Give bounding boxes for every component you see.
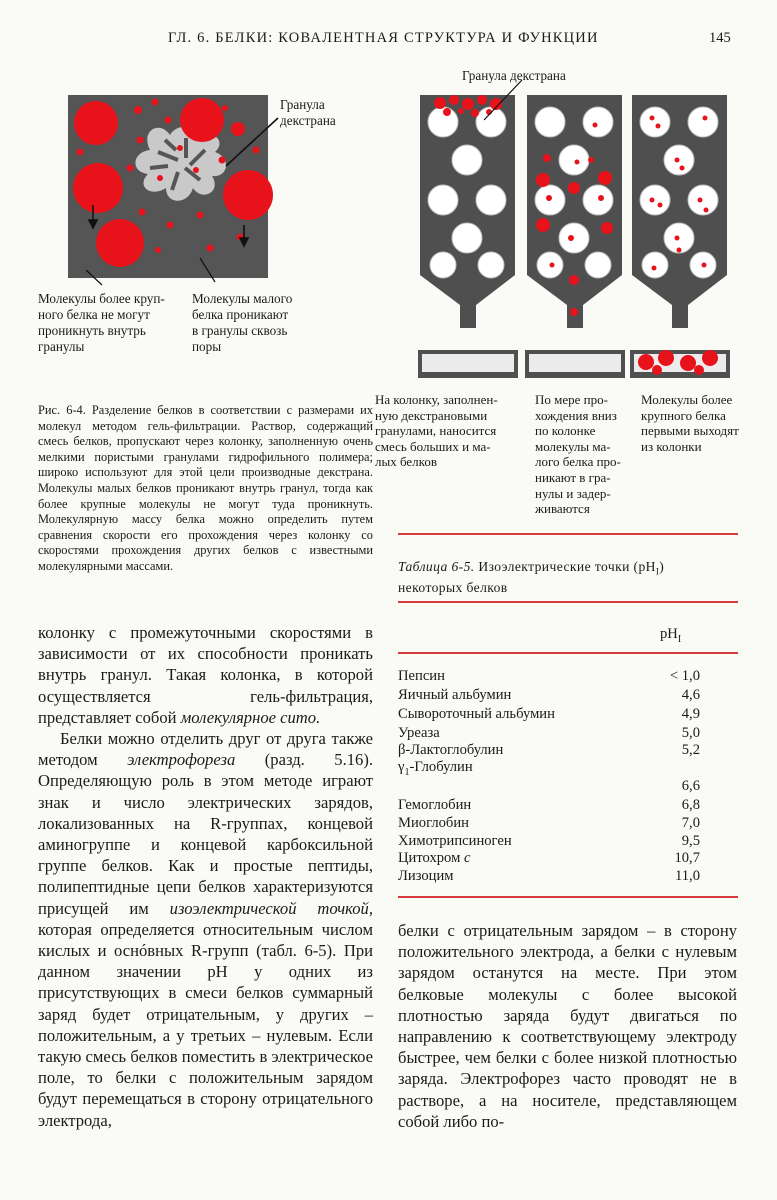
label-line: проникнуть внутрь [38,323,146,338]
label-line: живаются [535,501,590,517]
protein-name: Миоглобин [398,815,469,831]
label-line: поры [192,339,222,354]
label-line: ного белка не могут [38,307,150,322]
table-top-rule [398,533,738,535]
label-line: Молекулы более круп- [38,291,165,306]
col-header-ph: pH [660,626,678,642]
isoelectric-point-value: 4,9 [681,706,700,722]
table-title-rule [398,601,738,603]
label-line: декстрана [280,113,336,128]
protein-name: Цитохром с [398,850,471,866]
table-label: Таблица 6-5. [398,559,475,574]
isoelectric-point-value: 6,6 [681,778,700,794]
left-body-text [38,622,373,1131]
label-line: крупного белка [641,407,726,423]
right-body-text: белки с отрицательным зарядом – в сторону положительного электрода, а белки с нулевым зарядом останутся на месте. При этом белковые молекулы с более высокой плотностью заряда будут двигаться по направлению к соответствующему электроду быстрее, чем белки с более низкой плотностью заряда. Электрофорез часто проводят не в растворе, а на носителе, представляющем собой либо по- [398,921,737,1131]
protein-name: Уреаза [398,725,440,741]
col-header-sub: I [677,633,682,645]
text-span: колонку с промежуточными скоростями в зависимости от их способности проникать внутрь гранул. Такая колонка, в которой осуществляется гель-фильтрация, представляет собой [38,623,373,727]
isoelectric-point-value: 11,0 [675,868,700,884]
protein-name: Пепсин [398,668,445,684]
table-title-sub: I [655,566,660,577]
figure-gel-filtration-columns [400,60,770,390]
label-dextran-granule-right: Гранула декстрана [462,68,566,83]
emphasis: электрофореза [127,750,236,770]
label-line: лых белков [375,454,437,470]
gamma-sub: 1 [404,766,410,778]
gamma-prefix: γ [398,759,405,775]
isoelectric-point-value: 5,0 [681,725,700,741]
step-3-label [641,392,739,454]
label-line: из колонки [641,438,702,454]
gamma-globulin-name [398,759,473,778]
label-line: первыми выходят [641,423,739,439]
label-line: Молекулы более [641,392,733,407]
protein-name: Гемоглобин [398,797,472,813]
text-span: которая определяется относительным числом кислых и оснóвных R-групп (табл. 6-5). При данном значении pH у одних из присутствующих в смеси белков суммарный заряд будет отрицательным, у других – положительным, а у третьих – нулевым. Если такую смесь белков поместить в электрическое поле, то белки с положительным зарядом будут перемещаться в сторону отрицательного электрода, [38,919,373,1130]
label-large-proteins [38,291,165,355]
table-column-header [660,626,681,645]
column-step-2 [525,95,625,378]
isoelectric-point-value: 9,5 [681,833,700,849]
label-line: молекулы ма- [535,438,611,454]
isoelectric-point-value: 10,7 [674,850,700,866]
label-line: По мере про- [535,392,608,407]
step-2-label [535,392,621,517]
label-line: ную декстрановыми [375,407,488,423]
protein-name: Яичный альбумин [398,687,512,703]
emphasis: изоэлектрической точкой, [169,898,374,918]
table-title-line2: некоторых белков [398,579,508,595]
isoelectric-point-value: 6,8 [681,797,700,813]
paragraph-1 [38,622,373,728]
label-line: На колонку, заполнен- [375,392,498,407]
table-bottom-rule [398,896,738,898]
table-header-rule [398,652,738,654]
label-line: смесь больших и ма- [375,438,491,454]
label-line: никают в гра- [535,469,611,485]
column-step-1 [418,80,522,378]
label-line: по колонке [535,423,596,439]
column-step-3 [630,95,730,378]
table-title-line1 [398,559,738,580]
label-line: Гранула [280,97,325,112]
label-line: Молекулы малого [192,291,293,306]
protein-name: Сывороточный альбумин [398,706,555,722]
gamma-rest: -Глобулин [409,759,473,775]
isoelectric-point-value: 4,6 [681,687,700,703]
label-line: нулы и задер- [535,485,611,501]
text-span: (разд. 5.16). Определяющую роль в этом методе играют знак и число электрических зарядов, локализованных на R-группах, концевой аминогруппе и концевой карбоксильной группе белков. Как и простые пептиды, полипептидные цепи белков характеризуются присущей им [38,750,373,918]
protein-name: β-Лактоглобулин [398,742,504,758]
table-title [398,559,738,596]
label-line: в гранулы сквозь [192,323,288,338]
table-title-end: ) [659,559,665,574]
figure-granule-closeup [0,0,380,300]
isoelectric-point-value: < 1,0 [669,668,700,684]
label-line: гранулами, наносится [375,423,497,439]
protein-name: Химотрипсиноген [398,833,512,849]
text-span: Белки можно отделить друг от друга также методом [38,729,373,770]
emphasis: молекулярное сито. [180,707,321,727]
running-head: ГЛ. 6. БЕЛКИ: КОВАЛЕНТНАЯ СТРУКТУРА И ФУНКЦИИ [168,30,599,46]
label-line: гранулы [38,339,85,354]
label-line: лого белка про- [535,454,621,470]
label-small-proteins [192,291,292,355]
label-line: хождения вниз [535,407,617,423]
paragraph-2 [38,728,373,1131]
table-title-text: Изоэлектрические точки (pH [478,559,656,574]
isoelectric-point-value: 5,2 [681,742,700,758]
isoelectric-point-value: 7,0 [681,815,700,831]
label-dextran-granule-left [280,97,336,129]
page-number: 145 [709,30,731,46]
figure-caption: Рис. 6-4. Разделение белков в соответствии с размерами их молекул методом гель-фильтрации. Раствор, содержащий смесь белков, пропускают через колонку, заполненную очень мелкими пористыми гранулами гидрофильного полимера; широко используют для этой цели производные декстрана. Молекулы малых белков проникают внутрь гранул, тогда как более крупные молекулы не могут туда проникнуть. Молекулярную массу белка можно определить путем сравнения скорости его прохождения через колонку со скоростями прохождения других белков с известными молекулярными массами. [38,403,373,573]
step-1-label [375,392,498,470]
label-line: белка проникают [192,307,289,322]
protein-name: Лизоцим [398,868,454,884]
